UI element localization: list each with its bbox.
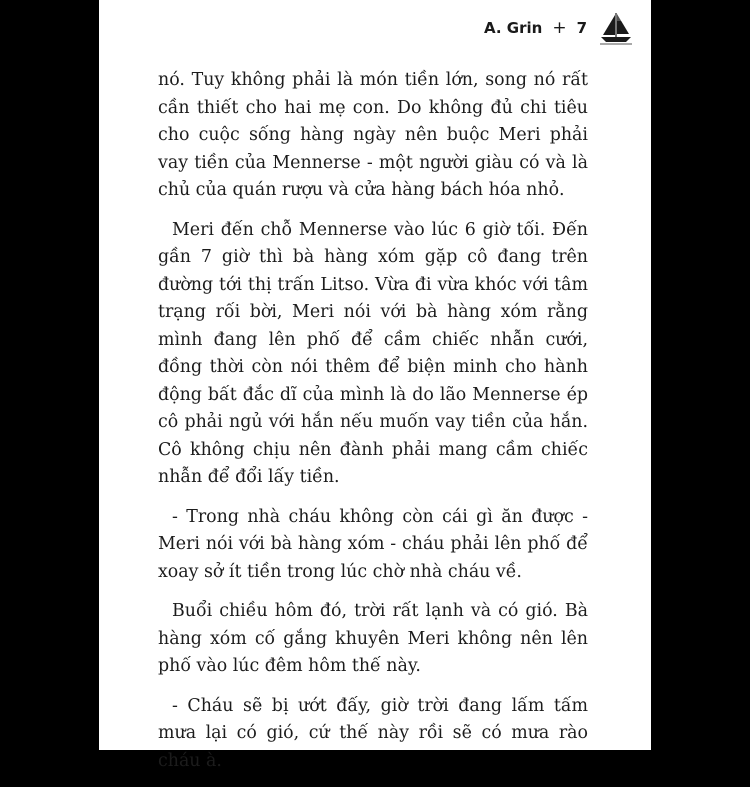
page-number: 7 [576, 19, 587, 37]
paragraph-1: nó. Tuy không phải là món tiền lớn, song nó rất cần thiết cho hai mẹ con. Do không đủ chi tiêu cho cuộc sống hàng ngày nên buộc Meri phải vay tiền của Mennerse - một người giàu có và là chủ của quán rượu và cửa hàng bách hóa nhỏ. [158, 70, 588, 200]
paragraph-5: - Cháu sẽ bị ướt đấy, giờ trời đang lấm tấm mưa lại có gió, cứ thế này rồi sẽ có mưa rào cháu à. [158, 695, 588, 771]
book-page [99, 0, 651, 771]
body-text [158, 67, 588, 787]
sailing-ship-icon [599, 11, 633, 45]
running-header [484, 11, 633, 45]
paragraph-2: Meri đến chỗ Mennerse vào lúc 6 giờ tối. Đến gần 7 giờ thì bà hàng xóm gặp cô đang trên đường tới thị trấn Litso. Vừa đi vừa khóc với tâm trạng rối bời, Meri nói với bà hàng xóm rằng mình đang lên phố để cầm chiếc nhẫn cưới, đồng thời còn nói thêm để biện minh cho hành động bất đắc dĩ của mình là do lão Mennerse ép cô phải ngủ với hắn nếu muốn vay tiền của hắn. Cô không chịu nên đành phải mang cầm chiếc nhẫn để đổi lấy tiền. [158, 219, 588, 487]
paragraph-4: Buổi chiều hôm đó, trời rất lạnh và có gió. Bà hàng xóm cố gắng khuyên Meri không nên lên phố vào lúc đêm hôm thế này. [158, 601, 588, 676]
author-name: A. Grin [483, 19, 543, 37]
header-separator: + [552, 18, 567, 38]
paragraph-3: - Trong nhà cháu không còn cái gì ăn được - Meri nói với bà hàng xóm - cháu phải lên phố để xoay sở ít tiền trong lúc chờ nhà cháu về. [158, 506, 588, 582]
